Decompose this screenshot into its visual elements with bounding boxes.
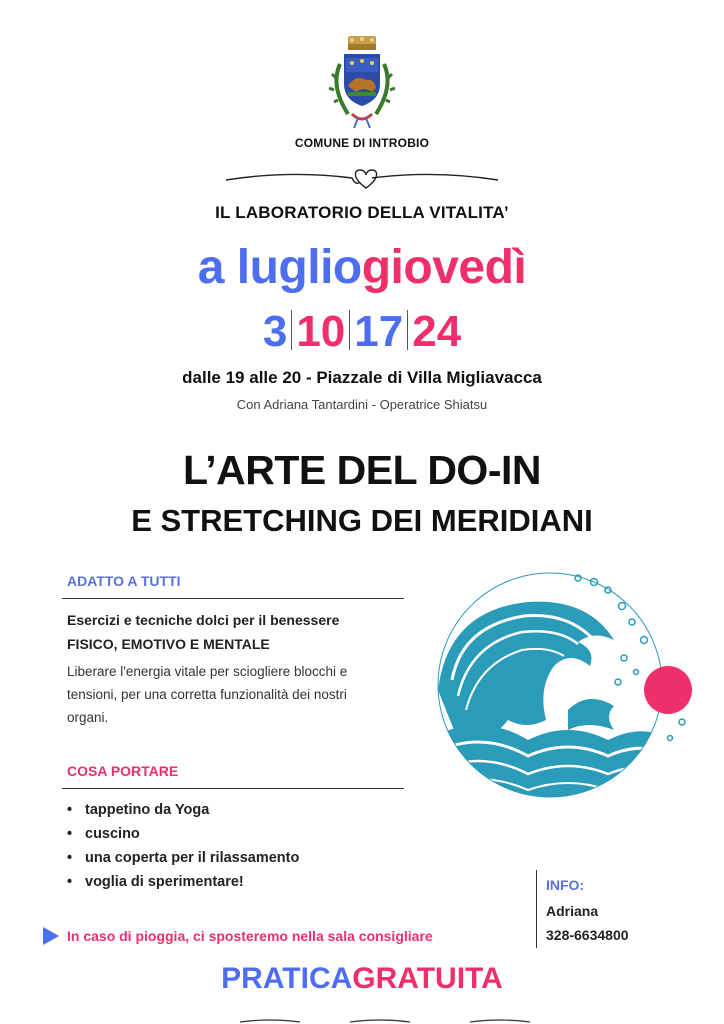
coat-of-arms-icon — [322, 34, 402, 130]
main-title: L’ARTE DEL DO-IN — [183, 447, 541, 493]
month-text: a luglio — [197, 241, 362, 294]
date-separator — [349, 310, 350, 350]
date-item: 3 — [262, 307, 288, 356]
items-list — [67, 798, 299, 894]
pratica-text: PRATICA — [221, 962, 353, 995]
section-rule — [62, 788, 404, 789]
contact-name: Adriana — [546, 903, 599, 919]
date-item: 17 — [354, 307, 404, 356]
instructor-line: Con Adriana Tantardini - Operatrice Shiatsu — [236, 397, 488, 412]
time-place: dalle 19 alle 20 - Piazzale di Villa Migliavacca — [182, 368, 542, 387]
info-divider — [536, 870, 537, 948]
month-weekday-heading — [0, 240, 724, 296]
lab-title: IL LABORATORIO DELLA VITALITA’ — [215, 203, 509, 222]
event-dates — [0, 306, 724, 358]
weekday-text: giovedì — [361, 241, 527, 294]
municipality-name: COMUNE DI INTROBIO — [294, 136, 430, 150]
date-item: 24 — [412, 307, 462, 356]
rain-note: In caso di pioggia, ci sposteremo nella sala consigliare — [67, 928, 433, 944]
date-separator — [291, 310, 292, 350]
benefit-line: Esercizi e tecniche dolci per il benessere — [67, 612, 340, 628]
list-item: • voglia di sperimentare! — [67, 870, 299, 894]
list-item: • tappetino da Yoga — [67, 798, 299, 822]
portare-heading: COSA PORTARE — [67, 763, 179, 779]
list-item: • una coperta per il rilassamento — [67, 846, 299, 870]
free-practice-banner — [0, 962, 724, 996]
great-wave-icon — [418, 570, 698, 800]
play-arrow-icon — [43, 927, 59, 945]
benefit-line-caps: FISICO, EMOTIVO E MENTALE — [67, 636, 270, 652]
date-separator — [407, 310, 408, 350]
bottom-decoration — [230, 1018, 550, 1024]
heart-divider-icon — [220, 164, 504, 194]
section-rule — [62, 598, 404, 599]
gratuita-text: GRATUITA — [352, 962, 503, 995]
date-item: 10 — [296, 307, 346, 356]
contact-phone: 328-6634800 — [546, 927, 629, 943]
benefit-description: Liberare l'energia vitale per sciogliere blocchi e tensioni, per una corretta funzionalità dei nostri organi. — [67, 664, 348, 725]
sub-title: E STRETCHING DEI MERIDIANI — [131, 503, 593, 538]
adatto-heading: ADATTO A TUTTI — [67, 573, 181, 589]
info-heading: INFO: — [546, 877, 585, 893]
list-item: • cuscino — [67, 822, 299, 846]
